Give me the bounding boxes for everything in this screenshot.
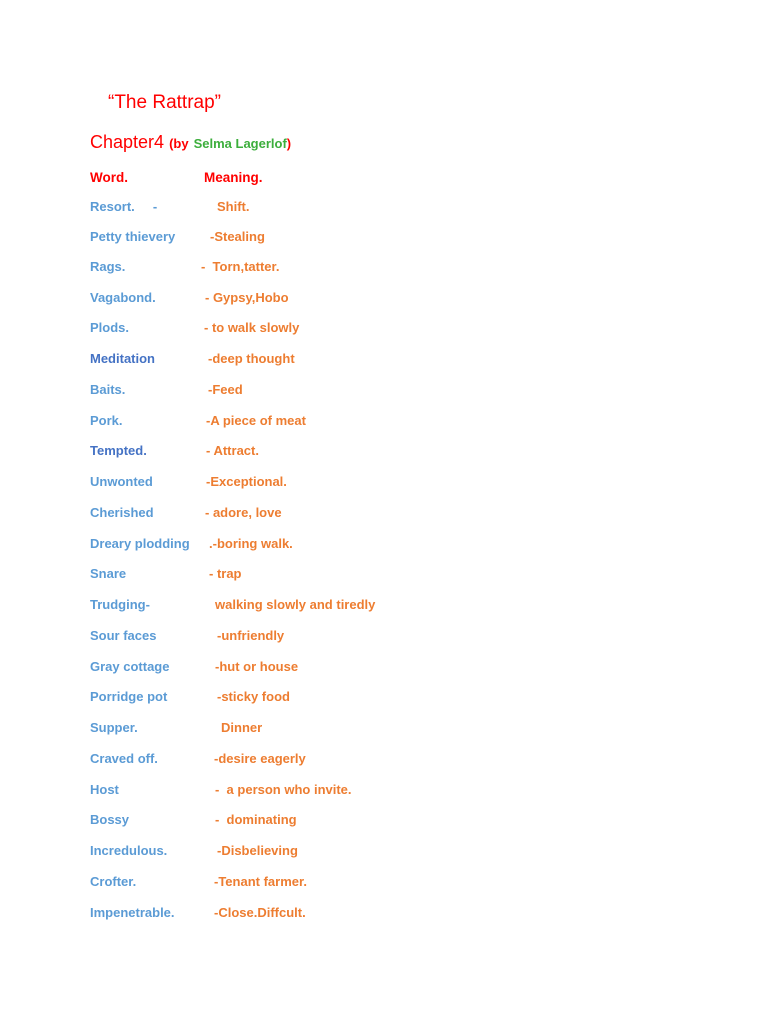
vocabulary-meaning: -A piece of meat xyxy=(206,413,306,428)
vocabulary-word: Snare xyxy=(90,566,127,581)
vocabulary-meaning: walking slowly and tiredly xyxy=(215,597,376,612)
vocabulary-word: Sour faces xyxy=(90,628,157,643)
vocabulary-row xyxy=(0,382,768,402)
vocabulary-row xyxy=(0,351,768,371)
vocabulary-word: Vagabond. xyxy=(90,290,156,305)
vocabulary-row xyxy=(0,659,768,679)
vocabulary-row xyxy=(0,199,768,219)
vocabulary-meaning: -Exceptional. xyxy=(206,474,287,489)
vocabulary-meaning: Dinner xyxy=(221,720,263,735)
vocabulary-meaning: -Feed xyxy=(208,382,243,397)
vocabulary-word: Rags. xyxy=(90,259,126,274)
vocabulary-row xyxy=(0,843,768,863)
vocabulary-word: Cherished xyxy=(90,505,154,520)
vocabulary-word: Dreary plodding xyxy=(90,536,190,551)
vocabulary-row xyxy=(0,751,768,771)
vocabulary-row xyxy=(0,259,768,279)
author-close-paren: ) xyxy=(286,136,292,151)
vocabulary-row xyxy=(0,689,768,709)
vocabulary-meaning: -unfriendly xyxy=(217,628,285,643)
vocabulary-word: Petty thievery xyxy=(90,229,176,244)
vocabulary-row xyxy=(0,290,768,310)
vocabulary-meaning: - Torn,tatter. xyxy=(201,259,280,274)
vocabulary-word: Resort. - xyxy=(90,199,158,214)
vocabulary-row xyxy=(0,597,768,617)
vocabulary-meaning: -Tenant farmer. xyxy=(214,874,307,889)
chapter-label: Chapter4 xyxy=(90,132,165,152)
vocabulary-row xyxy=(0,474,768,494)
vocabulary-word: Tempted. xyxy=(90,443,147,458)
vocabulary-word: Bossy xyxy=(90,812,130,827)
vocabulary-word: Incredulous. xyxy=(90,843,168,858)
vocabulary-word: Porridge pot xyxy=(90,689,168,704)
vocabulary-meaning: - Gypsy,Hobo xyxy=(205,290,289,305)
vocabulary-row xyxy=(0,566,768,586)
vocabulary-meaning: - a person who invite. xyxy=(215,782,352,797)
vocabulary-meaning: - adore, love xyxy=(205,505,282,520)
vocabulary-word: Meditation xyxy=(90,351,155,366)
document-title: “The Rattrap” xyxy=(108,92,221,113)
vocabulary-meaning: - Attract. xyxy=(206,443,259,458)
vocabulary-row xyxy=(0,812,768,832)
vocabulary-word: Unwonted xyxy=(90,474,153,489)
word-column-header: Word. xyxy=(90,170,128,185)
vocabulary-row xyxy=(0,628,768,648)
vocabulary-row xyxy=(0,782,768,802)
vocabulary-meaning: -Close.Diffcult. xyxy=(214,905,306,920)
vocabulary-meaning: -sticky food xyxy=(217,689,290,704)
vocabulary-row xyxy=(0,229,768,249)
vocabulary-meaning: Shift. xyxy=(217,199,250,214)
vocabulary-meaning: .-boring walk. xyxy=(209,536,293,551)
vocabulary-row xyxy=(0,413,768,433)
author-open-paren: (by xyxy=(169,136,189,151)
vocabulary-row xyxy=(0,536,768,556)
vocabulary-meaning: - trap xyxy=(209,566,242,581)
vocabulary-meaning: -Stealing xyxy=(210,229,265,244)
vocabulary-row xyxy=(0,905,768,925)
vocabulary-word: Craved off. xyxy=(90,751,158,766)
vocabulary-row xyxy=(0,720,768,740)
vocabulary-meaning: -desire eagerly xyxy=(214,751,306,766)
vocabulary-word: Gray cottage xyxy=(90,659,170,674)
vocabulary-word: Plods. xyxy=(90,320,130,335)
vocabulary-meaning: -deep thought xyxy=(208,351,295,366)
vocabulary-word: Supper. xyxy=(90,720,138,735)
vocabulary-word: Pork. xyxy=(90,413,123,428)
vocabulary-row xyxy=(0,320,768,340)
vocabulary-row xyxy=(0,505,768,525)
vocabulary-word: Crofter. xyxy=(90,874,137,889)
vocabulary-meaning: - dominating xyxy=(215,812,297,827)
vocabulary-word: Baits. xyxy=(90,382,126,397)
chapter-heading xyxy=(90,132,291,153)
vocabulary-meaning: -Disbelieving xyxy=(217,843,298,858)
vocabulary-word: Impenetrable. xyxy=(90,905,175,920)
vocabulary-word: Trudging- xyxy=(90,597,150,612)
meaning-column-header: Meaning. xyxy=(204,170,263,185)
vocabulary-row xyxy=(0,874,768,894)
vocabulary-meaning: - to walk slowly xyxy=(204,320,300,335)
vocabulary-meaning: -hut or house xyxy=(215,659,299,674)
vocabulary-word: Host xyxy=(90,782,119,797)
author-name: Selma Lagerlof xyxy=(193,136,287,151)
vocabulary-row xyxy=(0,443,768,463)
